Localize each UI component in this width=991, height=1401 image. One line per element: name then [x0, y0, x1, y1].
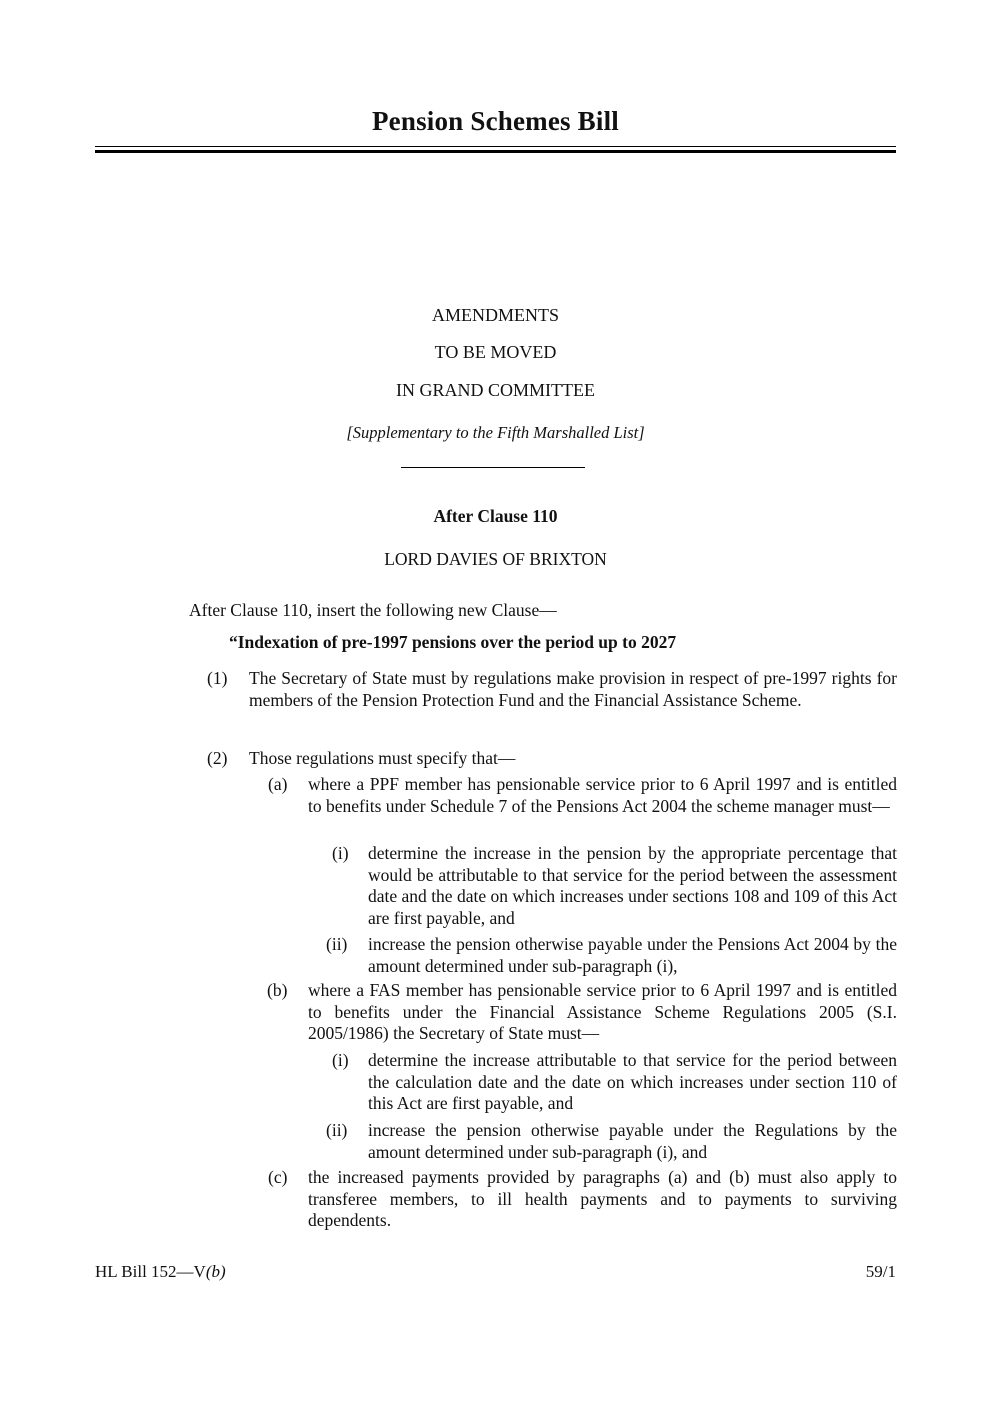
paragraph-text: where a PPF member has pensionable service prior to 6 April 1997 and is entitled to benefits under Schedule 7 of the Pensions Act 2004 the scheme manager must— [308, 774, 897, 816]
subparagraph-number: (ii) [326, 1120, 348, 1140]
heading-grand-committee: IN GRAND COMMITTEE [396, 380, 595, 400]
amendment-mover: LORD DAVIES OF BRIXTON [384, 549, 607, 569]
subparagraph-number: (i) [332, 1050, 349, 1070]
title-rule-thick [95, 150, 896, 153]
subparagraph-text: increase the pension otherwise payable under the Pensions Act 2004 by the amount determined under sub-paragraph (i), [368, 934, 897, 976]
paragraph-text: where a FAS member has pensionable service prior to 6 April 1997 and is entitled to benefits under the Financial Assistance Scheme Regulations 2005 (S.I. 2005/1986) the Secretary of State must— [308, 980, 897, 1043]
paragraph-number: (b) [267, 980, 288, 1000]
heading-to-be-moved: TO BE MOVED [434, 342, 557, 362]
subparagraph-text: determine the increase attributable to that service for the period between the calculation date and the date on which increases under section 110 of this Act are first payable, and [368, 1050, 897, 1113]
subsection-text: Those regulations must specify that— [249, 748, 516, 768]
bill-reference-suffix: (b) [205, 1262, 226, 1281]
subparagraph-number: (i) [332, 843, 349, 863]
heading-amendments: AMENDMENTS [431, 305, 559, 325]
subsection-number: (2) [207, 748, 228, 768]
title-rule-thin [95, 146, 896, 147]
amendment-location: After Clause 110 [433, 506, 558, 526]
bill-reference [95, 1262, 226, 1282]
amendment-instruction: After Clause 110, insert the following new Clause— [189, 600, 557, 620]
paragraph-number: (c) [268, 1167, 288, 1187]
subsection-number: (1) [207, 668, 228, 688]
subsection-text: The Secretary of State must by regulations make provision in respect of pre-1997 rights for members of the Pension Protection Fund and the Financial Assistance Scheme. [249, 668, 897, 710]
page-reference: 59/1 [865, 1262, 896, 1281]
subparagraph-number: (ii) [326, 934, 348, 954]
paragraph-number: (a) [268, 774, 288, 794]
heading-subtitle: [Supplementary to the Fifth Marshalled List] [346, 423, 645, 442]
section-divider [401, 467, 585, 468]
subparagraph-text: determine the increase in the pension by the appropriate percentage that would be attributable to that service for the period between the assessment date and the date on which increases under sections 108 and 109 of this Act are first payable, and [368, 843, 897, 928]
subparagraph-text: increase the pension otherwise payable under the Regulations by the amount determined under sub-paragraph (i), and [368, 1120, 897, 1162]
bill-title: Pension Schemes Bill [371, 106, 619, 136]
paragraph-text: the increased payments provided by paragraphs (a) and (b) must also apply to transferee members, to ill health payments and to payments to surviving dependents. [308, 1167, 897, 1230]
clause-title: “Indexation of pre-1997 pensions over the period up to 2027 [229, 632, 677, 652]
bill-reference-prefix: HL Bill 152—V [95, 1262, 206, 1281]
